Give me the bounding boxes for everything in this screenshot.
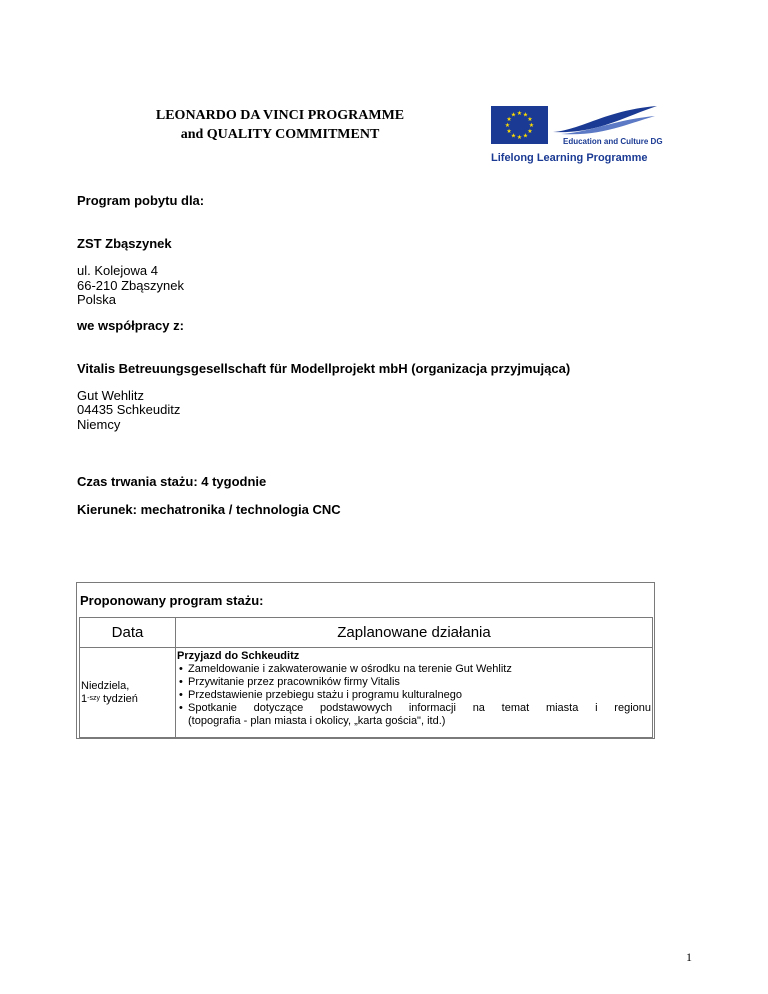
col-activities-header: Zaplanowane działania	[176, 618, 653, 648]
list-item: • Przedstawienie przebiegu stażu i programu kulturalnego	[177, 689, 651, 702]
table-header-row	[80, 618, 653, 648]
host-address-line-1: Gut Wehlitz	[77, 388, 144, 403]
host-address-line-3: Niemcy	[77, 417, 121, 432]
star-icon: ★	[527, 117, 533, 123]
star-icon: ★	[506, 129, 512, 135]
schedule-box	[76, 582, 655, 739]
star-icon: ★	[516, 111, 523, 117]
school-address-line-2: 66-210 Zbąszynek	[77, 278, 184, 293]
star-icon: ★	[504, 123, 511, 129]
list-item: • Spotkanie dotyczące podstawowych informacji na temat miasta i regionu	[177, 702, 651, 715]
star-icon: ★	[522, 112, 529, 119]
activity-list	[177, 663, 651, 715]
llp-label: Lifelong Learning Programme	[491, 152, 648, 164]
host-organization: Vitalis Betreuungsgesellschaft für Modellprojekt mbH (organizacja przyjmująca)	[77, 361, 571, 376]
program-label: Program pobytu dla:	[77, 193, 205, 208]
star-icon: ★	[506, 117, 512, 123]
duration: Czas trwania stażu: 4 tygodnie	[77, 474, 267, 489]
day-num: 1	[81, 692, 88, 705]
star-icon: ★	[510, 133, 517, 140]
host-address-line-2: 04435 Schkeuditz	[77, 402, 181, 417]
title-line-2: and QUALITY COMMITMENT	[180, 127, 380, 142]
schedule-table	[79, 617, 653, 738]
school-address-line-3: Polska	[77, 292, 117, 307]
page-number: 1	[686, 950, 692, 964]
day-cell	[80, 648, 176, 738]
school-name: ZST Zbąszynek	[77, 236, 172, 251]
eu-llp-logo	[491, 104, 661, 168]
star-icon: ★	[516, 135, 523, 141]
list-item: • Przywitanie przez pracowników firmy Vitalis	[177, 676, 651, 689]
title-line-1: LEONARDO DA VINCI PROGRAMME	[155, 108, 405, 123]
star-icon: ★	[528, 123, 535, 129]
direction: Kierunek: mechatronika / technologia CNC	[77, 502, 341, 517]
table-row	[80, 648, 653, 738]
dg-label: Education and Culture DG	[563, 137, 663, 146]
school-address-line-1: ul. Kolejowa 4	[77, 263, 158, 278]
star-icon: ★	[522, 133, 529, 140]
document-title	[120, 106, 440, 144]
eu-flag-icon	[491, 106, 548, 144]
day-name: Niedziela,	[81, 679, 130, 692]
list-item: • Zameldowanie i zakwaterowanie w ośrodku na terenie Gut Wehlitz	[177, 663, 651, 676]
activity-continuation: (topografia - plan miasta i okolicy, „karta gościa", itd.)	[188, 715, 446, 727]
day-week	[81, 693, 175, 706]
activities-cell	[176, 648, 653, 738]
schedule-title: Proponowany program stażu:	[80, 593, 264, 608]
star-icon: ★	[510, 112, 517, 119]
day-suffix: -szy	[87, 694, 100, 702]
swoosh-icon	[551, 104, 659, 136]
day-week-label: tydzień	[99, 692, 138, 705]
star-icon: ★	[527, 129, 533, 135]
col-date-header: Data	[80, 618, 176, 648]
activity-heading: Przyjazd do Schkeuditz	[177, 650, 300, 662]
cooperation-label: we współpracy z:	[77, 318, 184, 333]
